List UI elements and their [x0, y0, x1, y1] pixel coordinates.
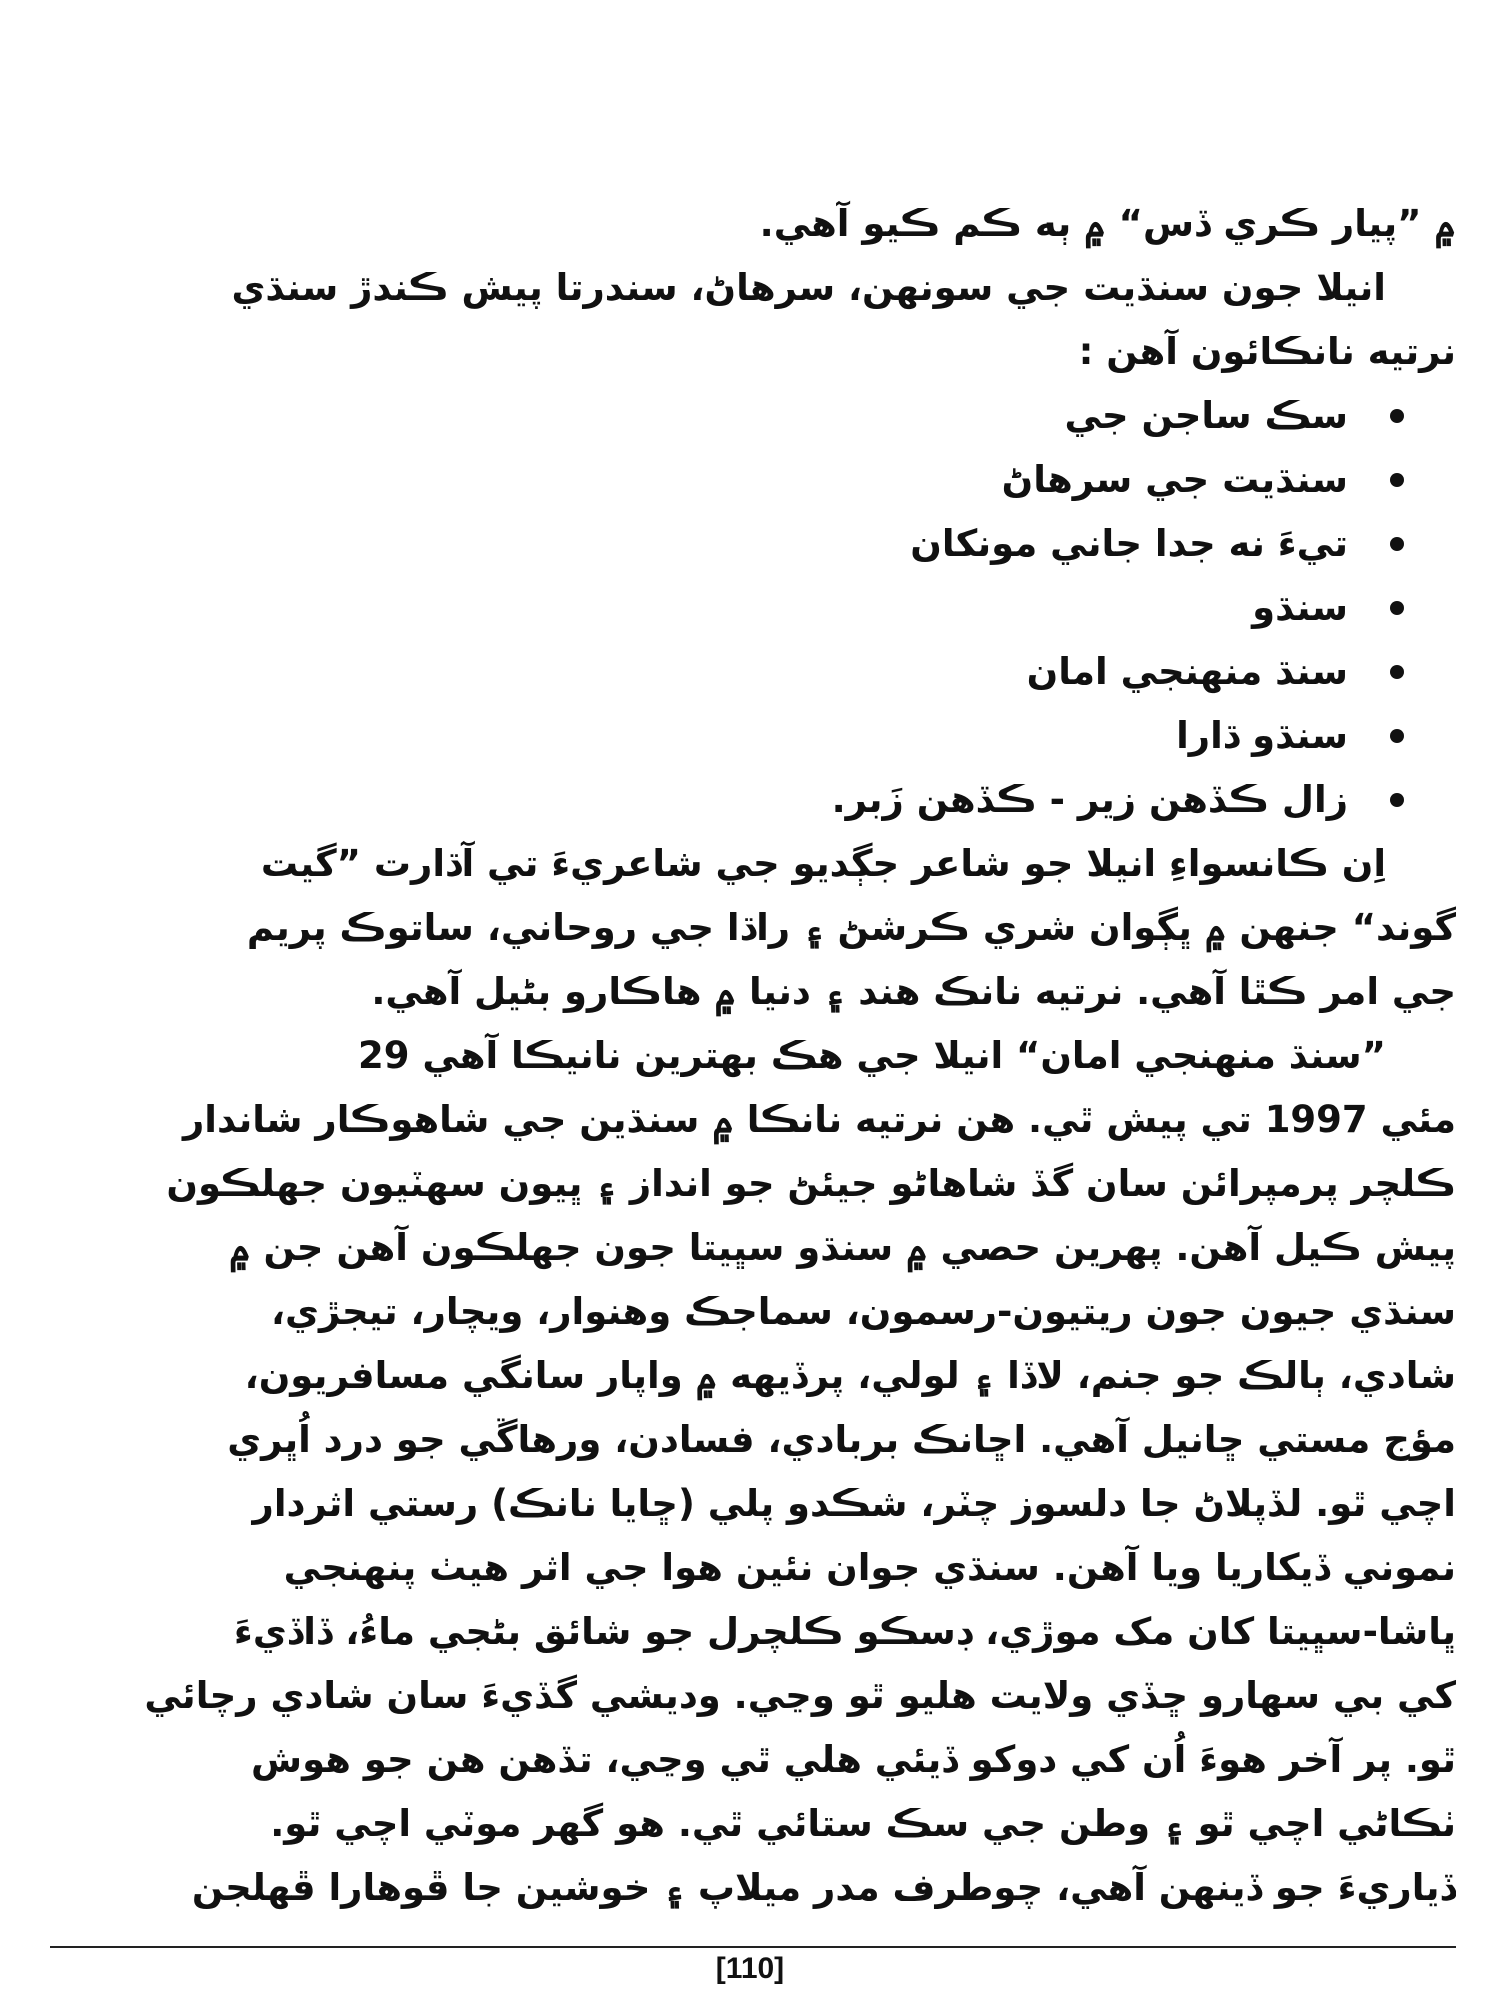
footer-divider: [50, 1946, 1456, 1948]
intro-line: ۾ ”پيار ڪري ڏس“ ۾ ٻه ڪم ڪيو آهي.: [759, 202, 1456, 245]
page-number: [110]: [715, 1952, 785, 1985]
bullet-icon: [1390, 409, 1404, 423]
paragraph-1-line: نرتيه نانڪائون آهن :: [1078, 330, 1456, 373]
list-item: تيءَ نه جدا جاني مونکان: [48, 512, 1456, 576]
paragraph-3-line: ڏياريءَ جو ڏينهن آهي، چوطرف مدر ميلاپ ۽ خوشين جا ڦوهارا ڦهلجن: [191, 1866, 1456, 1909]
paragraph-3-line: اچي ٿو. لڏپلاڻ جا دلسوز چٽر، شڪدو پلي (ڇايا نانڪ) رستي اثردار: [252, 1482, 1456, 1525]
bullet-icon: [1390, 473, 1404, 487]
paragraph-3-line: ٺڪاڻي اچي ٿو ۽ وطن جي سڪ ستائي ٿي. هو گهر موٽي اچي ٿو.: [270, 1802, 1456, 1845]
paragraph-3-line: شادي، ٻالڪ جو جنم، لاڏا ۽ لولي، پرڏيهه ۾ واپار سانگي مسافريون،: [244, 1354, 1456, 1397]
list-item: سنڌيت جي سرهاڻ: [48, 448, 1456, 512]
list-item: سڪ ساجن جي: [48, 384, 1456, 448]
list-item: سنڌو: [48, 576, 1456, 640]
paragraph-3-line: کي بي سهارو ڇڏي ولايت هليو ٿو وڃي. وديشي گڏيءَ سان شادي رچائي: [144, 1674, 1456, 1717]
paragraph-3-line: ”سنڌ منهنجي امان“ انيلا جي هڪ بهترين نانيڪا آهي 29: [358, 1034, 1386, 1077]
bullet-icon: [1390, 537, 1404, 551]
list-item: زال ڪڏهن زير - ڪڏهن زَبر.: [48, 768, 1456, 832]
paragraph-3-line: مئي 1997 تي پيش ٿي. هن نرتيه نانڪا ۾ سنڌين جي شاهوڪار شاندار: [182, 1098, 1456, 1141]
paragraph-3-line: سنڌي جيون جون ريتيون-رسمون، سماجڪ وهنوار، ويچار، تيجڙي،: [270, 1290, 1456, 1333]
bullet-icon: [1390, 601, 1404, 615]
paragraph-3-line: نموني ڏيکاريا ويا آهن. سنڌي جوان نئين هوا جي اثر هيٺ پنهنجي: [283, 1546, 1456, 1589]
paragraph-3-line: ڪلچر پرمپرائن سان گڏ شاهاڻو جيئڻ جو انداز ۽ ڀيون سهٽيون جهلڪون: [166, 1162, 1456, 1205]
paragraph-3-line: مؤج مستي ڇانيل آهي. اڇانڪ بربادي، فسادن، ورهاڱي جو درد اُڀري: [227, 1418, 1456, 1461]
bullet-icon: [1390, 793, 1404, 807]
paragraph-1-line: انيلا جون سنڌيت جي سونهن، سرهاڻ، سندرتا پيش ڪندڙ سنڌي: [231, 266, 1386, 309]
bullet-icon: [1390, 729, 1404, 743]
paragraph-2-line: اِن ڪانسواءِ انيلا جو شاعر جڳديو جي شاعريءَ تي آڌارت ”گيت: [260, 842, 1386, 885]
list-item: سنڌ منهنجي امان: [48, 640, 1456, 704]
paragraph-2-line: جي امر ڪٿا آهي. نرتيه نانڪ هند ۽ دنيا ۾ هاڪارو بڻيل آهي.: [371, 970, 1456, 1013]
list-item: سنڌو ڌارا: [48, 704, 1456, 768]
body-text: [48, 192, 1456, 1920]
paragraph-3-line: ٿو. پر آخر هوءَ اُن کي دوکو ڏيئي هلي ٿي وڃي، تڏهن هن جو هوش: [251, 1738, 1456, 1781]
paragraph-3-line: پيش ڪيل آهن. پهرين حصي ۾ سنڌو سڀيتا جون جهلڪون آهن جن ۾: [228, 1226, 1456, 1269]
paragraph-2-line: گوند“ جنهن ۾ ڀڳوان شري ڪرشڻ ۽ راڌا جي روحاني، ساتوڪ پريم: [246, 906, 1456, 949]
play-list: [48, 384, 1456, 832]
bullet-icon: [1390, 665, 1404, 679]
paragraph-3-line: ڀاشا-سڀيتا کان مک موڙي، ڊسڪو ڪلچرل جو شائق بڻجي ماءُ، ڏاڏيءَ: [233, 1610, 1456, 1653]
